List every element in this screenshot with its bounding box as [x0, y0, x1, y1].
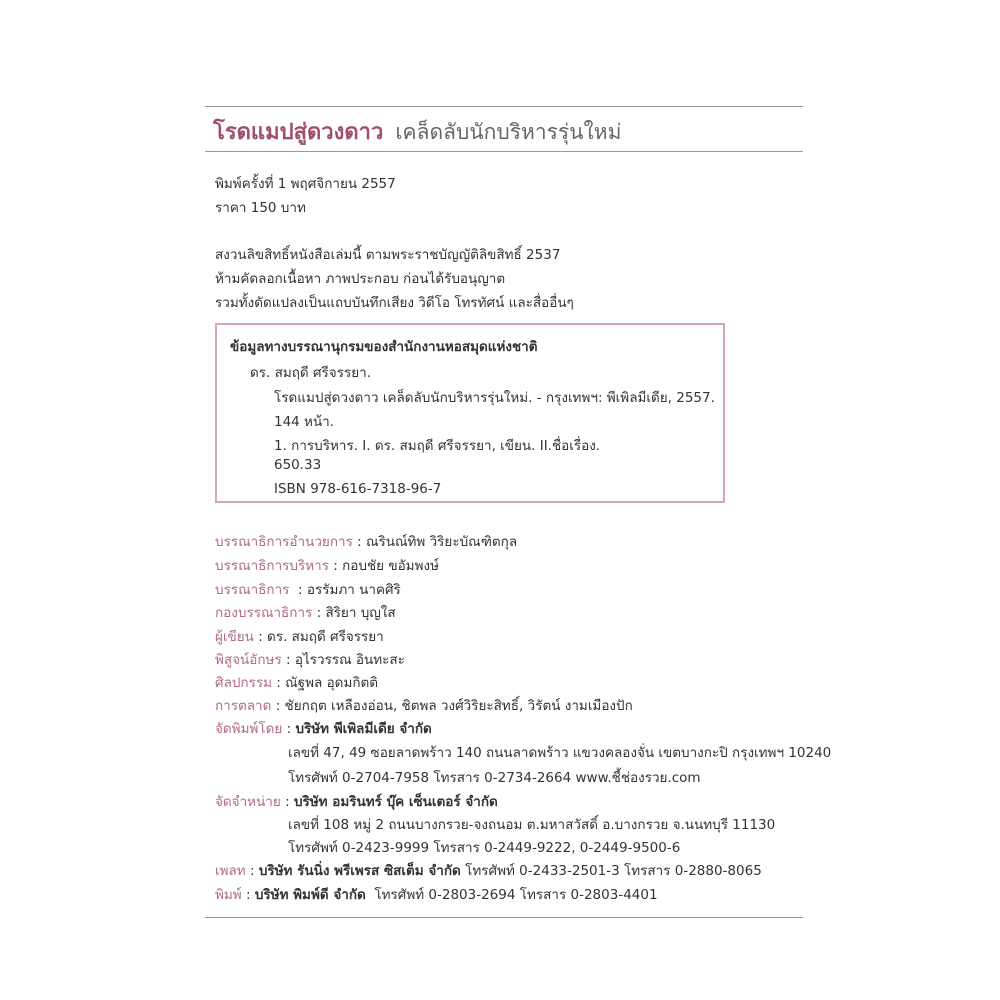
credit-value: ณรินณ์ทิพ วิริยะบัณฑิตกุล: [365, 534, 518, 550]
cip-box: [215, 323, 725, 503]
plate-label: เพลท: [215, 863, 246, 879]
credit-value: อุไรวรรณ อินทะสะ: [294, 652, 405, 668]
credit-label: ผู้เขียน: [215, 629, 254, 645]
cip-pages: 144 หน้า.: [274, 414, 335, 430]
plate-contact: โทรศัพท์ 0-2433-2501-3 โทรสาร 0-2880-8065: [460, 863, 762, 879]
title-row: [213, 114, 803, 149]
credit-row: กองบรรณาธิการ : สิริยา บุญใส: [215, 605, 396, 621]
printing-info: พิมพ์ครั้งที่ 1 พฤศจิกายน 2557: [215, 176, 396, 192]
credit-row: การตลาด : ชัยกฤต เหลืองอ่อน, ชิตพล วงศ์วิริยะสิทธิ์, วิรัตน์ งามเมืองปัก: [215, 698, 633, 714]
price-info: ราคา 150 บาท: [215, 200, 306, 216]
credit-label: บรรณาธิการ: [215, 582, 290, 598]
plate-row: เพลท : บริษัท รันนิ่ง พรีเพรส ซิสเต็ม จำกัด โทรศัพท์ 0-2433-2501-3 โทรสาร 0-2880-8065: [215, 863, 762, 879]
printer-contact: โทรศัพท์ 0-2803-2694 โทรสาร 0-2803-4401: [365, 887, 658, 903]
credit-row: บรรณาธิการบริหาร : กอบชัย ขอัมพงษ์: [215, 558, 439, 574]
credit-value: สิริยา บุญใส: [325, 605, 396, 621]
credit-row: ศิลปกรรม : ณัฐพล อุดมกิตติ: [215, 675, 379, 691]
credit-value: ดร. สมฤดี ศรีจรรยา: [267, 629, 384, 645]
cip-subjects: 1. การบริหาร. I. ดร. สมฤดี ศรีจรรยา, เขียน. II.ชื่อเรื่อง.: [274, 438, 601, 454]
distributor-label: จัดจำหน่าย: [215, 794, 281, 810]
publisher-name: บริษัท พีเพิลมีเดีย จำกัด: [295, 721, 432, 737]
credit-label: บรรณาธิการบริหาร: [215, 558, 329, 574]
distributor-address: เลขที่ 108 หมู่ 2 ถนนบางกรวย-จงถนอม ต.มหาสวัสดิ์ อ.บางกรวย จ.นนทบุรี 11130: [288, 817, 776, 833]
credit-row: ผู้เขียน : ดร. สมฤดี ศรีจรรยา: [215, 629, 384, 645]
printer-row: พิมพ์ : บริษัท พิมพ์ดี จำกัด โทรศัพท์ 0-2803-2694 โทรสาร 0-2803-4401: [215, 887, 658, 903]
printer-name: บริษัท พิมพ์ดี จำกัด: [254, 887, 366, 903]
credit-label: การตลาด: [215, 698, 272, 714]
cip-heading: ข้อมูลทางบรรณานุกรมของสำนักงานหอสมุดแห่งชาติ: [230, 339, 538, 355]
bottom-rule: [205, 917, 803, 918]
distributor-name: บริษัท อมรินทร์ บุ๊ค เซ็นเตอร์ จำกัด: [293, 794, 498, 810]
credit-value: กอบชัย ขอัมพงษ์: [342, 558, 439, 574]
credit-label: กองบรรณาธิการ: [215, 605, 313, 621]
cip-isbn: ISBN 978-616-7318-96-7: [274, 481, 442, 497]
copyright-line-2: ห้ามคัดลอกเนื้อหา ภาพประกอบ ก่อนได้รับอนุญาต: [215, 271, 506, 287]
credit-label: ศิลปกรรม: [215, 675, 272, 691]
publisher-contact: โทรศัพท์ 0-2704-7958 โทรสาร 0-2734-2664 www.ชี้ช่องรวย.com: [288, 770, 701, 786]
cip-classification: 650.33: [274, 457, 322, 473]
credit-label: พิสูจน์อักษร: [215, 652, 282, 668]
title-rule: [205, 151, 803, 152]
credit-row: พิสูจน์อักษร : อุไรวรรณ อินทะสะ: [215, 652, 405, 668]
credit-row: บรรณาธิการอำนวยการ : ณรินณ์ทิพ วิริยะบัณฑิตกุล: [215, 534, 518, 550]
credit-value: อรรัมภา นาคศิริ: [306, 582, 401, 598]
credit-row: บรรณาธิการ : อรรัมภา นาคศิริ: [215, 582, 401, 598]
publisher-address: เลขที่ 47, 49 ซอยลาดพร้าว 140 ถนนลาดพร้าว แขวงคลองจั่น เขตบางกะปิ กรุงเทพฯ 10240: [288, 745, 832, 761]
cip-author: ดร. สมฤดี ศรีจรรยา.: [250, 365, 371, 381]
publisher-row: จัดพิมพ์โดย : บริษัท พีเพิลมีเดีย จำกัด: [215, 721, 432, 737]
copyright-line-1: สงวนลิขสิทธิ์หนังสือเล่มนี้ ตามพระราชบัญญัติลิขสิทธิ์ 2537: [215, 247, 561, 263]
distributor-contact: โทรศัพท์ 0-2423-9999 โทรสาร 0-2449-9222, 0-2449-9500-6: [288, 840, 681, 856]
credit-value: ชัยกฤต เหลืองอ่อน, ชิตพล วงศ์วิริยะสิทธิ์, วิรัตน์ งามเมืองปัก: [284, 698, 633, 714]
plate-name: บริษัท รันนิ่ง พรีเพรส ซิสเต็ม จำกัด: [258, 863, 461, 879]
cip-title: โรดแมปสู่ดวงดาว เคล็ดลับนักบริหารรุ่นใหม่. - กรุงเทพฯ: พีเพิลมีเดีย, 2557.: [274, 390, 715, 406]
book-subtitle: เคล็ดลับนักบริหารรุ่นใหม่: [395, 120, 622, 144]
top-rule: [205, 106, 803, 107]
credit-label: บรรณาธิการอำนวยการ: [215, 534, 353, 550]
book-title: โรดแมปสู่ดวงดาว: [213, 120, 384, 145]
copyright-line-3: รวมทั้งดัดแปลงเป็นแถบบันทึกเสียง วิดีโอ โทรทัศน์ และสื่ออื่นๆ: [215, 295, 574, 311]
distributor-row: จัดจำหน่าย : บริษัท อมรินทร์ บุ๊ค เซ็นเตอร์ จำกัด: [215, 794, 498, 810]
publisher-label: จัดพิมพ์โดย: [215, 721, 283, 737]
credit-value: ณัฐพล อุดมกิตติ: [285, 675, 379, 691]
printer-label: พิมพ์: [215, 887, 242, 903]
